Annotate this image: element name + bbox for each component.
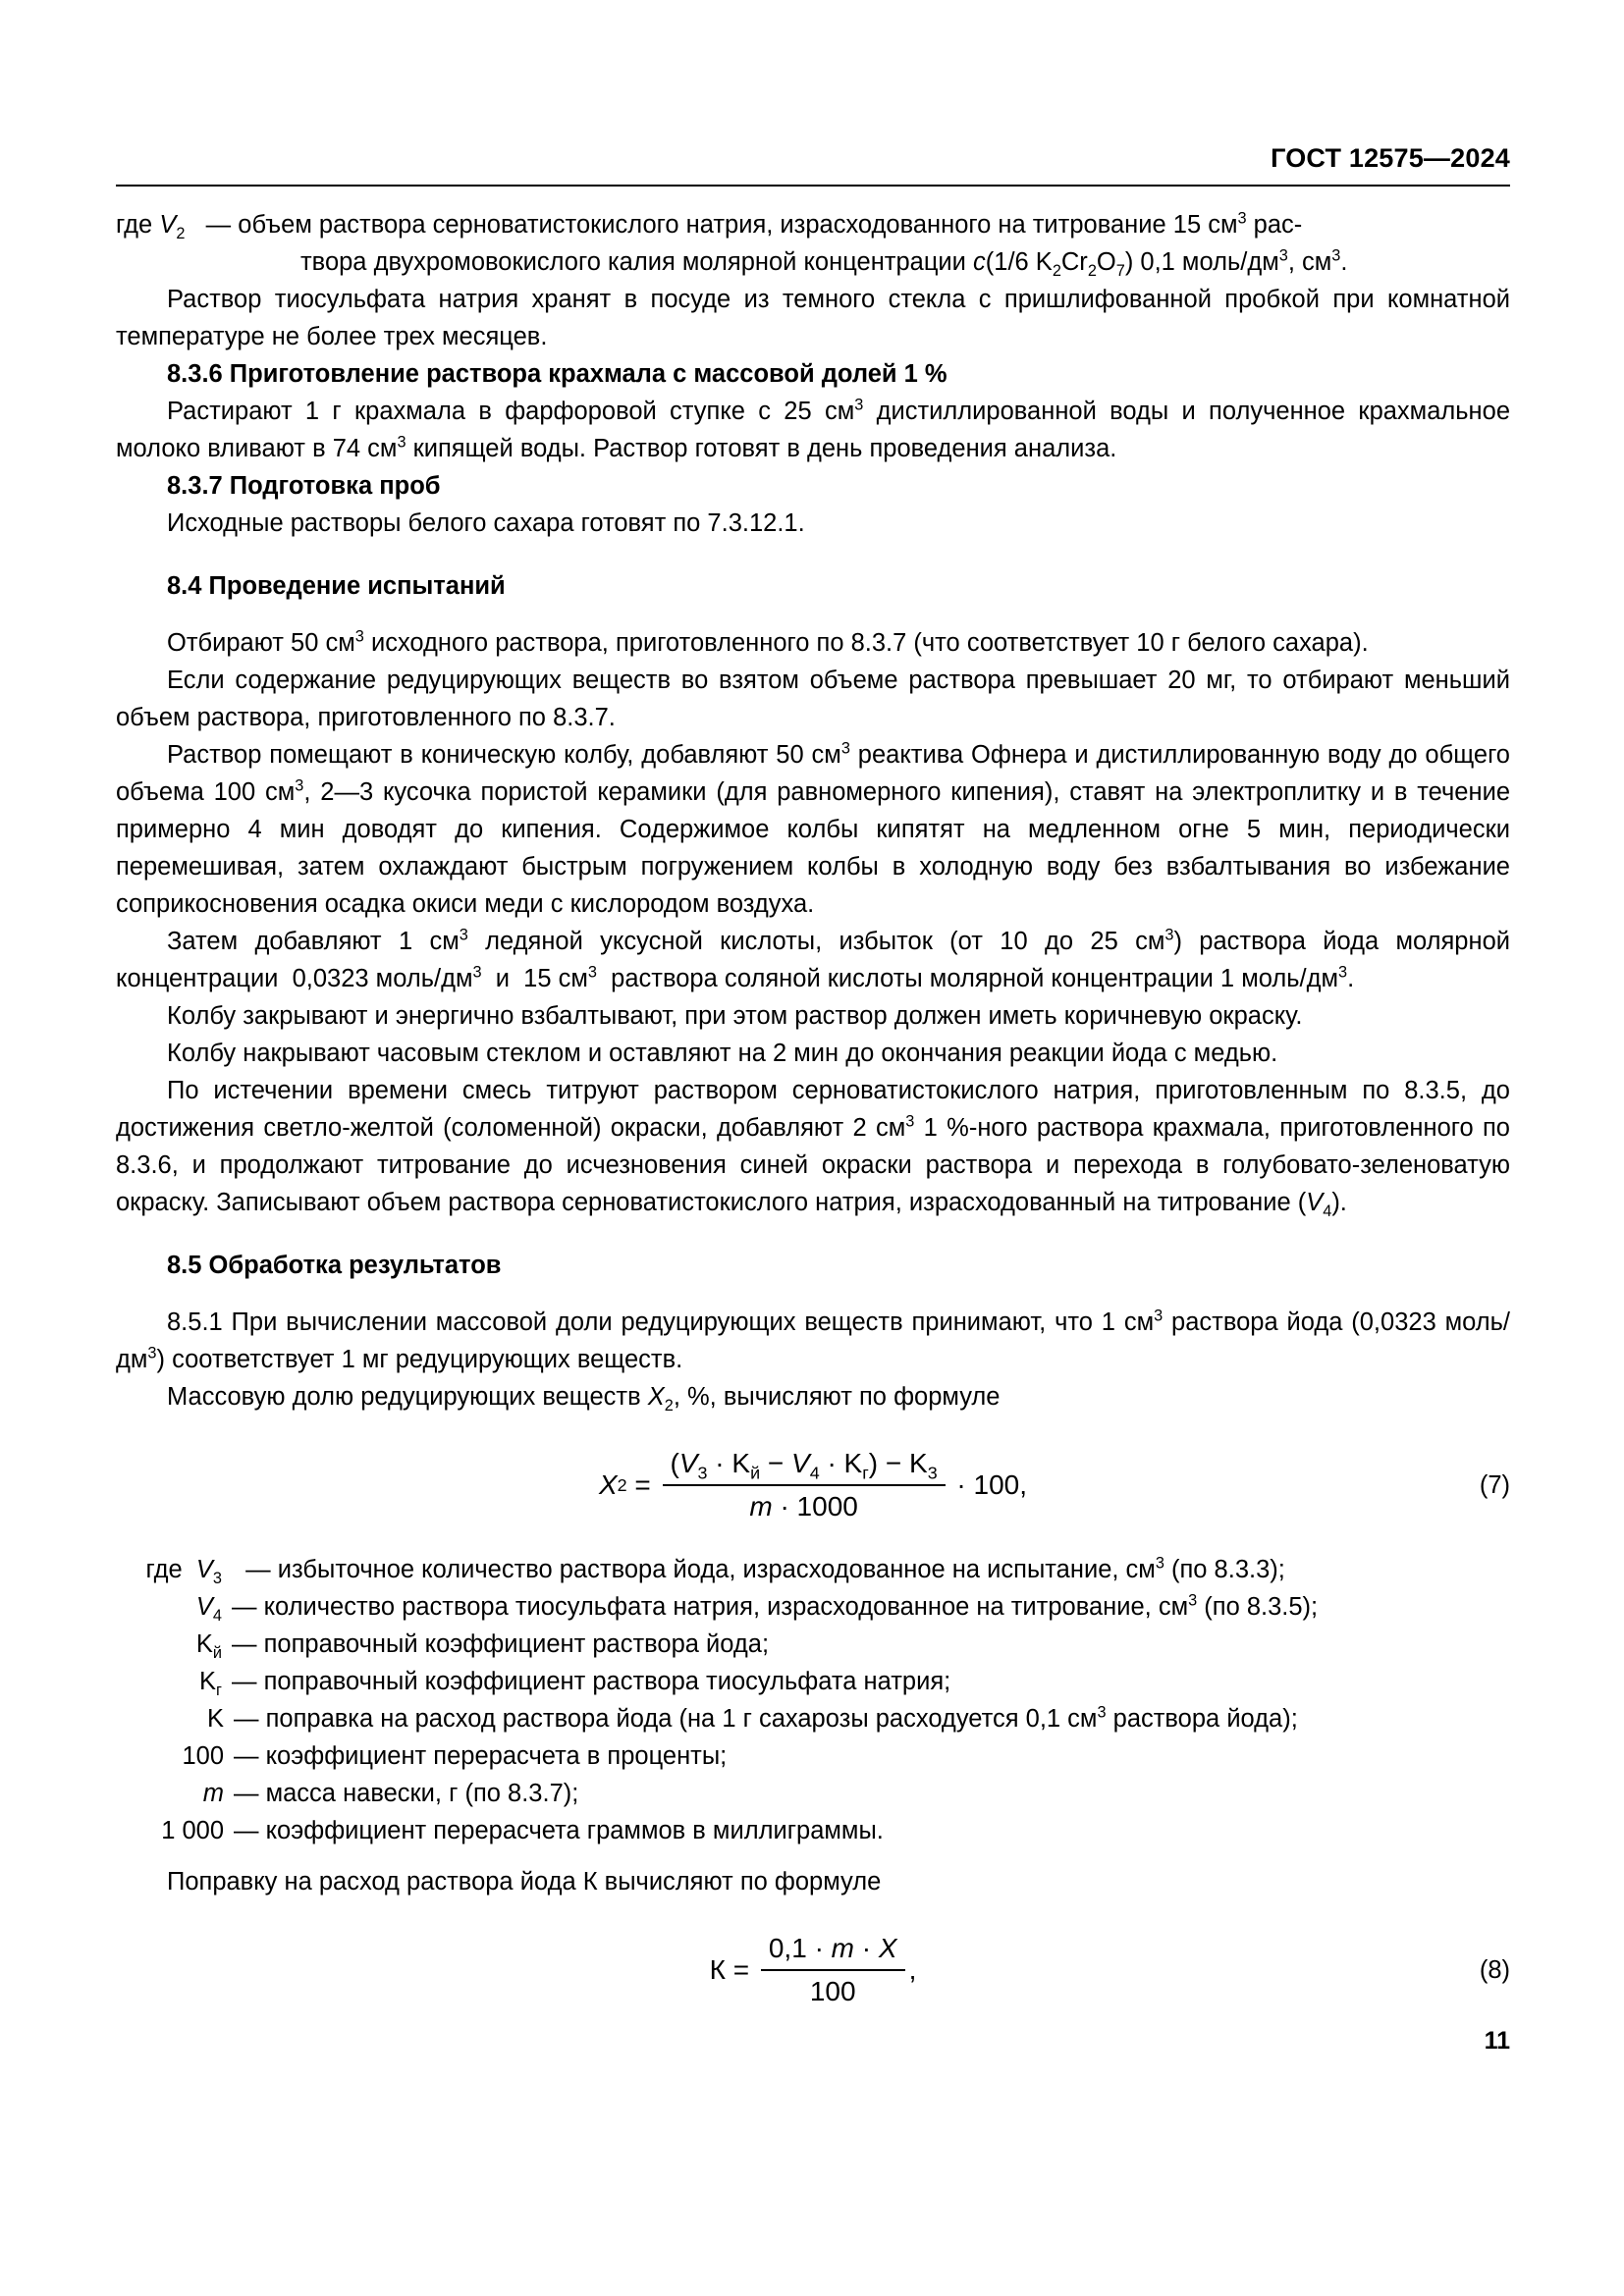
paragraph-acetic: Затем добавляют 1 $см^3$ ледяной уксусной кислоты, избыток (от 10 до 25 $см^3$) раствора йода молярной концентрации 0,0323 моль/$дм^3$ и 15 $см^3$ раствора соляной кислоты молярной концентрации 1 моль/$дм^3$. [116, 926, 1510, 992]
heading-8-4: 8.4 Проведение испытаний [167, 572, 506, 600]
formula-7: X 2 = $\frac{(V_3 \cdot K_й - V_4 \cdot K_г) - K_3}{m \cdot 1000}$ · 100, [599, 1445, 1027, 1525]
definition-symbol-v4: $V_4$ [195, 1593, 222, 1626]
definition-symbol-k: K [206, 1705, 224, 1733]
paragraph-starch-prep: Растирают 1 г крахмала в фарфоровой ступке с 25 $см^3$ дистиллированной воды и полученное крахмальное молоко вливают в 74 $см^3$ кипящей воды. Раствор готовят в день проведения анализа. [116, 396, 1511, 462]
definition-item-k [116, 1700, 1510, 1737]
header-divider-rule [116, 185, 1510, 187]
formula-8-fraction [761, 1930, 905, 2010]
definition-symbol-100: 100 [182, 1742, 224, 1770]
where-v2-text: — объем раствора серноватистокислого натрия, израсходованного на титрование 15 $см^3$ рас- [205, 209, 1303, 239]
definition-text-1000: — коэффициент перерасчета граммов в миллиграммы. [234, 1817, 884, 1844]
where-label: где $V_2$ [116, 211, 186, 243]
paragraph-sample-prep: Исходные растворы белого сахара готовят по 7.3.12.1. [167, 509, 805, 537]
where-v2-line1 [116, 206, 1510, 243]
definition-text-ki: — поправочный коэффициент раствора йода; [232, 1630, 770, 1658]
formula-7-fraction [663, 1445, 946, 1525]
body-text [116, 206, 1510, 2010]
definition-item-1000 [116, 1812, 1510, 1849]
formula-8: К = $\frac{0,1 \cdot m \cdot X}{100}$ , [710, 1930, 917, 2010]
paragraph-titrate: По истечении времени смесь титруют раствором серноватистокислого натрия, приготовленным по 8.3.5, до достижения светло-желтой (соломенной) окраски, добавляют 2 $см^3$ 1 %-ного раствора крахмала, приготовленного по 8.3.6, и продолжают титрование до исчезновения синей окраски раствора и перехода в голубовато-зеленоватую окраску. Записывают объем раствора серноватистокислого натрия, израсходованный на титрование $(V_4)$. [116, 1077, 1510, 1221]
definition-symbol-v3: где $V_3$ [145, 1556, 222, 1588]
formula-8-number: (8) [1479, 1956, 1510, 1984]
standard-header: ГОСТ 12575—2024 [1271, 143, 1510, 173]
paragraph-cover: Колбу накрывают часовым стеклом и оставляют на 2 мин до окончания реакции йода с медью. [167, 1040, 1278, 1067]
heading-8-3-6: 8.3.6 Приготовление раствора крахмала с массовой долей 1 % [167, 360, 947, 388]
paragraph-shake: Колбу закрывают и энергично взбалтывают, при этом раствор должен иметь коричневую окраску. [167, 1002, 1303, 1030]
definition-text-v4: — количество раствора тиосульфата натрия, израсходованное на титрование, $см^3$ (по 8.3.5); [232, 1591, 1319, 1621]
definition-item-v4 [116, 1588, 1510, 1626]
formula-7-denominator: m · 1000 [749, 1491, 858, 1522]
formula-7-numerator: $(V_3 \cdot K_й - V_4 \cdot K_г) - K_3$ [670, 1448, 938, 1483]
formula-7-number: (7) [1479, 1471, 1510, 1499]
page-number: 11 [1484, 2027, 1510, 2055]
paragraph-correction-intro: Поправку на расход раствора йода К вычисляют по формуле [167, 1868, 882, 1896]
formula-8-denominator: 100 [809, 1976, 856, 2006]
formula-8-numerator: 0,1 · m · X [768, 1933, 897, 1963]
paragraph-clause-851: 8.5.1 При вычислении массовой доли редуцирующих веществ принимают, что 1 $см^3$ раствора йода (0,0323 моль/$дм^3$) соответствует 1 мг редуцирующих веществ. [116, 1307, 1510, 1373]
formula-8-comma: , [908, 1954, 917, 1985]
definition-symbol-1000: 1 000 [161, 1817, 224, 1844]
definition-symbol-kg: $K_г$ [199, 1668, 222, 1700]
definition-text-k: — поправка на расход раствора йода (на 1 г сахарозы расходуется 0,1 $см^3$ раствора йода); [234, 1703, 1298, 1733]
paragraph-mass-fraction-intro: Массовую долю редуцирующих веществ $X_2$, %, вычисляют по формуле [167, 1383, 1001, 1415]
definition-item-kg [116, 1663, 1510, 1700]
formula-8-row [116, 1930, 1510, 2010]
paragraph-take-50: Отбирают 50 $см^3$ исходного раствора, приготовленного по 8.3.7 (что соответствует 10 г белого сахара). [167, 627, 1369, 657]
definition-item-m [116, 1775, 1510, 1812]
formula-7-row [116, 1445, 1510, 1525]
definition-text-m: — масса навески, г (по 8.3.7); [234, 1780, 579, 1807]
definition-text-kg: — поправочный коэффициент раствора тиосульфата натрия; [232, 1668, 951, 1695]
definition-item-v3 [116, 1551, 1510, 1588]
heading-8-3-7: 8.3.7 Подготовка проб [167, 472, 441, 500]
definition-text-100: — коэффициент перерасчета в проценты; [234, 1742, 728, 1770]
paragraph-flask: Раствор помещают в коническую колбу, добавляют 50 $см^3$ реактива Офнера и дистиллированную воду до общего объема 100 $см^3$, 2—3 кусочка пористой керамики (для равномерного кипения), ставят на электроплитку и в течение примерно 4 мин доводят до кипения. Содержимое колбы кипятят на медленном огне 5 мин, периодически перемешивая, затем охлаждают быстрым погружением колбы в холодную воду без взбалтывания во избежание соприкосновения осадка окиси меди с кислородом воздуха. [116, 739, 1510, 918]
definition-item-100 [116, 1737, 1510, 1775]
definition-item-ki [116, 1626, 1510, 1663]
page-content [116, 0, 1510, 2296]
heading-8-5: 8.5 Обработка результатов [167, 1252, 502, 1279]
definition-symbol-ki: $K_й$ [195, 1630, 222, 1663]
where-v2-line2: твора двухромовокислого калия молярной концентрации c(1/6 $K_2Cr_2O_7$) 0,1 моль/$дм^3$, $см^3$. [300, 246, 1348, 281]
paragraph-if-exceeds: Если содержание редуцирующих веществ во взятом объеме раствора превышает 20 мг, то отбирают меньший объем раствора, приготовленного по 8.3.7. [116, 667, 1510, 731]
definition-text-v3: — избыточное количество раствора йода, израсходованное на испытание, $см^3$ (по 8.3.3); [232, 1554, 1285, 1583]
definition-symbol-m: m [202, 1780, 224, 1807]
paragraph-storage: Раствор тиосульфата натрия хранят в посуде из темного стекла с пришлифованной пробкой при комнатной температуре не более трех месяцев. [116, 286, 1510, 350]
